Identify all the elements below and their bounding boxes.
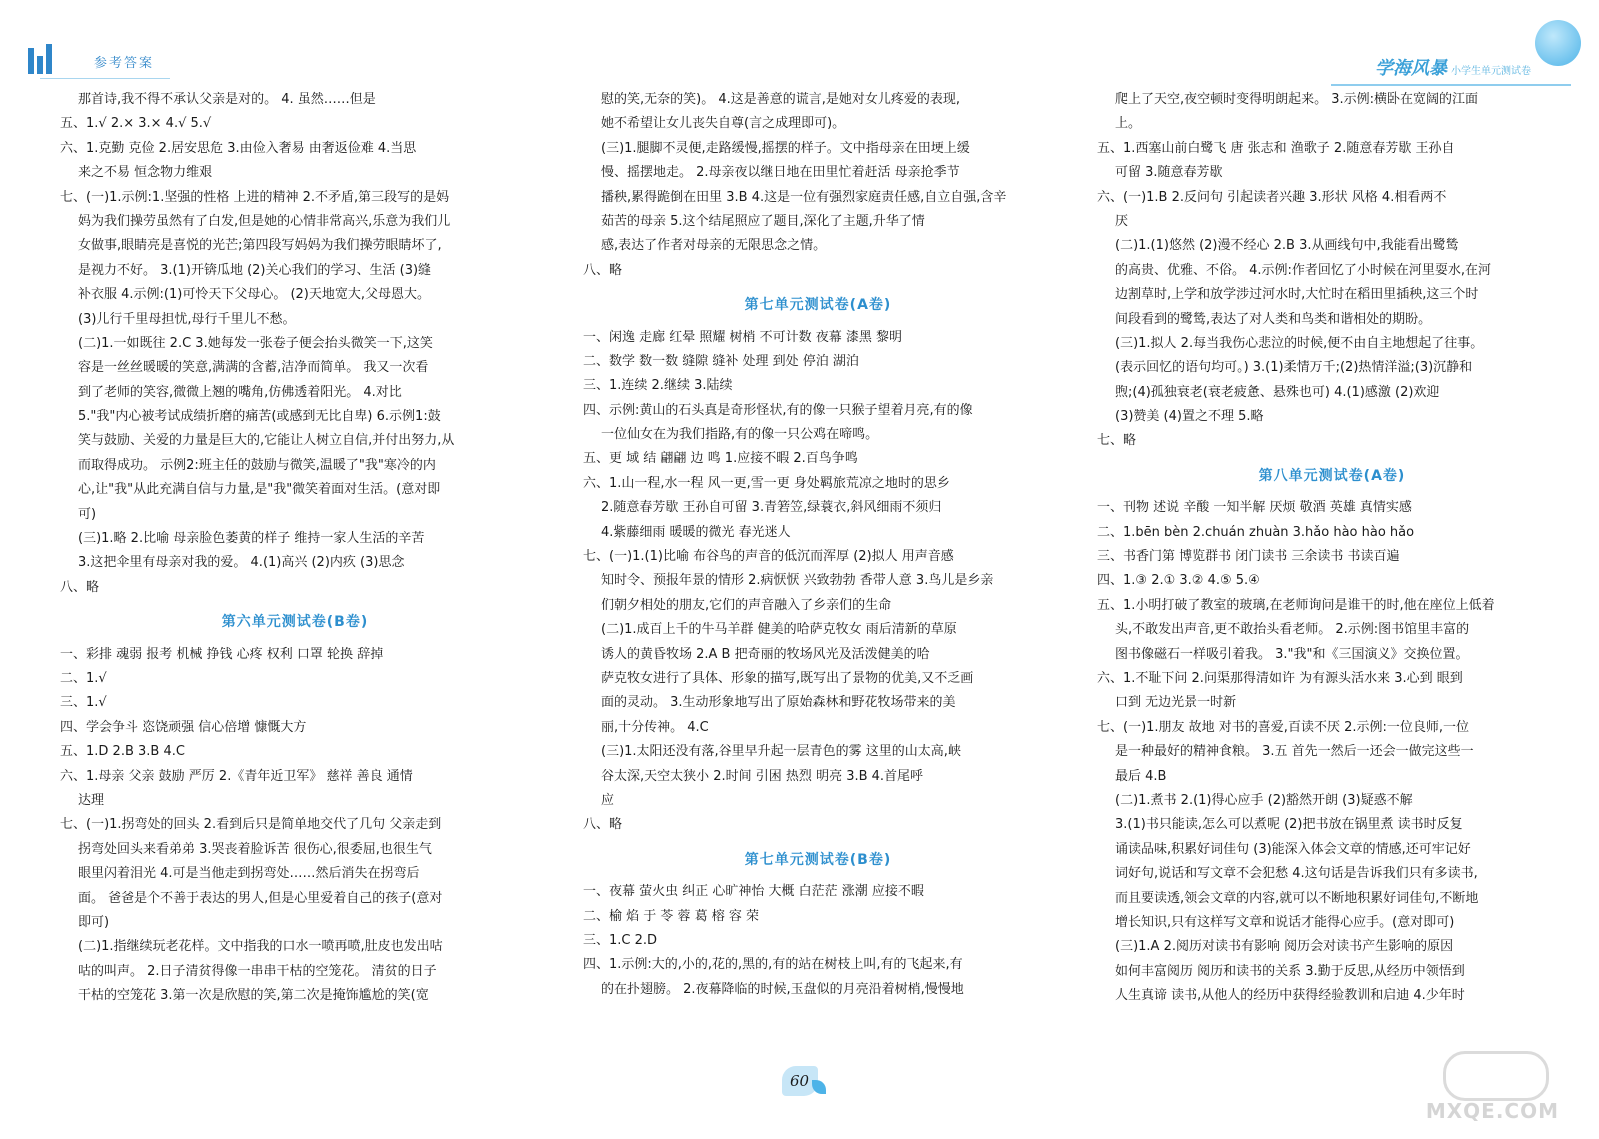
answer-line: 3.这把伞里有母亲对我的爱。 4.(1)高兴 (2)内疚 (3)思念 (78, 555, 405, 571)
answer-column-right (1097, 88, 1567, 1008)
answer-line: 边割草时,上学和放学涉过河水时,大忙时在稻田里插秧,这三个时 (1115, 287, 1479, 303)
answer-line: 丽,十分传神。 4.C (601, 719, 709, 735)
answer-line: 五、更 域 结 翩翩 边 鸣 1.应接不暇 2.百鸟争鸣 (583, 451, 858, 467)
answer-line: 二、数学 数一数 缝隙 缝补 处理 到处 停泊 湖泊 (583, 353, 859, 369)
answer-line: 四、示例:黄山的石头真是奇形怪状,有的像一只猴子望着月亮,有的像 (583, 402, 973, 418)
answer-line: 她不希望让女儿丧失自尊(言之成理即可)。 (601, 116, 846, 132)
answer-line: 最后 4.B (1115, 768, 1167, 784)
answer-line: 煦;(4)孤独衰老(衰老疲惫、悬殊也可) 4.(1)感激 (2)欢迎 (1115, 384, 1440, 400)
answer-line: 心,让"我"从此充满自信与力量,是"我"微笑着面对生活。(意对即 (78, 482, 441, 498)
answer-line: 补衣服 4.示例:(1)可怜天下父母心。 (2)天地宽大,父母恩大。 (78, 287, 431, 303)
answer-line: 知时令、预报年景的情形 2.病恹恹 兴致勃勃 香带人意 3.鸟儿是乡亲 (601, 573, 994, 589)
answer-line: 七、(一)1.(1)比喻 布谷鸟的声音的低沉而浑厚 (2)拟人 用声音感 (583, 549, 954, 565)
answer-line: (二)1.煮书 2.(1)得心应手 (2)豁然开朗 (3)疑惑不解 (1115, 792, 1413, 808)
answer-line: 一、刊物 述说 辛酸 一知半解 厌烦 敬酒 英雄 真情实感 (1097, 500, 1412, 516)
answer-line: 三、1.C 2.D (583, 932, 658, 948)
answer-line: (三)1.腿脚不灵便,走路缓慢,摇摆的样子。文中指母亲在田埂上缓 (601, 140, 970, 156)
answer-line: 头,不敢发出声音,更不敢抬头看老师。 2.示例:图书馆里丰富的 (1115, 622, 1470, 638)
answer-line: 词好句,说话和写文章不会犯愁 4.这句话是告诉我们只有多读书, (1115, 866, 1478, 882)
balloon-icon (1535, 20, 1581, 66)
section-title: 第七单元测试卷(A卷) (744, 297, 892, 314)
answer-line: 谷太深,天空太狭小 2.时间 引困 热烈 明亮 3.B 4.首尾呼 (601, 768, 924, 784)
answer-line: 六、1.母亲 父亲 鼓励 严厉 2.《青年近卫军》 慈祥 善良 通情 (60, 768, 413, 784)
section-title: 第七单元测试卷(B卷) (744, 851, 892, 868)
answer-line: 三、1.√ (60, 695, 107, 711)
answer-line: 感,表达了作者对母亲的无限思念之情。 (601, 238, 827, 254)
answer-line: (表示回忆的语句均可。) 3.(1)柔情万千;(2)热情洋溢;(3)沉静和 (1115, 360, 1473, 376)
answer-line: 六、1.克勤 克俭 2.居安思危 3.由俭入奢易 由奢返俭难 4.当思 (60, 140, 417, 156)
answer-line: 而且要读透,领会文章的内容,就可以不断地积累好词佳句,不断地 (1115, 890, 1479, 906)
answer-line: 咕的叫声。 2.日子清贫得像一串串干枯的空笼花。 清贫的日子 (78, 963, 437, 979)
answer-line: 笑与鼓励、关爱的力量是巨大的,它能让人树立自信,并付出努力,从 (78, 433, 455, 449)
header-rule-right (1331, 84, 1571, 86)
section-title: 第八单元测试卷(A卷) (1258, 467, 1406, 484)
answer-line: (三)1.拟人 2.每当我伤心悲泣的时候,便不由自主地想起了往事。 (1115, 335, 1484, 351)
header-right (1321, 20, 1581, 90)
header-subtitle: 小学生单元测试卷 (1451, 66, 1531, 77)
answer-line: 间段看到的鹭鸶,表达了对人类和鸟类和谐相处的期盼。 (1115, 311, 1432, 327)
answer-line: 七、(一)1.示例:1.坚强的性格 上进的精神 2.不矛盾,第三段写的是妈 (60, 189, 450, 205)
header-rule-left (40, 78, 170, 79)
answer-line: 来之不易 恒念物力维艰 (78, 165, 213, 181)
answer-line: 可留 3.随意春芳歇 (1115, 165, 1223, 181)
answer-line: 慰的笑,无奈的笑)。 4.这是善意的谎言,是她对女儿疼爱的表现, (601, 92, 961, 107)
answer-column-middle (583, 88, 1053, 1002)
answer-line: 口到 无边光景一时新 (1115, 695, 1237, 711)
answer-line: 诵读品味,积累好词佳句 (3)能深入体会文章的情感,还可牢记好 (1115, 841, 1471, 857)
answer-line: 面。 爸爸是个不善于表达的男人,但是心里爱着自己的孩子(意对 (78, 890, 443, 906)
answer-line: 二、榆 焰 于 苓 蓉 葛 榕 容 荣 (583, 908, 760, 924)
answer-line: 应 (601, 792, 615, 808)
answer-line: 五、1.西塞山前白鹭飞 唐 张志和 渔歌子 2.随意春芳歇 王孙自 (1097, 140, 1455, 156)
answer-line: 七、(一)1.朋友 故地 对书的喜爱,百读不厌 2.示例:一位良师,一位 (1097, 719, 1469, 735)
answer-line: 达理 (78, 792, 105, 808)
answer-line: 人生真谛 读书,从他人的经历中获得经验教训和启迪 4.少年时 (1115, 988, 1465, 1004)
answer-line: 一、彩排 魂弱 报考 机械 挣钱 心疼 权利 口罩 轮换 辞掉 (60, 646, 384, 662)
answer-line: 四、1.③ 2.① 3.② 4.⑤ 5.④ (1097, 573, 1260, 589)
answer-line: (3)儿行千里母担忧,母行千里儿不愁。 (78, 311, 296, 327)
page-number: 60 (790, 1072, 810, 1090)
header-label: 参考答案 (94, 56, 155, 71)
answer-line: 面的灵动。 3.生动形象地写出了原始森林和野花牧场带来的美 (601, 695, 956, 711)
answer-line: 一、夜幕 萤火虫 纠正 心旷神怡 大概 白茫茫 涨潮 应接不暇 (583, 884, 924, 900)
answer-line: 而取得成功。 示例2:班主任的鼓励与微笑,温暖了"我"寒冷的内 (78, 457, 436, 473)
answer-line: 2.随意春芳歇 王孙自可留 3.青箬笠,绿蓑衣,斜风细雨不须归 (601, 500, 942, 516)
answer-line: 即可) (78, 914, 110, 930)
answer-line: 妈为我们操劳虽然有了白发,但是她的心情非常高兴,乐意为我们儿 (78, 213, 451, 229)
answer-line: 二、1.bēn bèn 2.chuán zhuàn 3.hǎo hào hào hǎo (1097, 524, 1415, 540)
answer-line: 4.紫藤细雨 暖暖的微光 春光迷人 (601, 524, 791, 540)
answer-line: 女做事,眼睛亮是喜悦的光芒;第四段写妈妈为我们操劳眼睛坏了, (78, 238, 442, 254)
answer-line: 五、1.小明打破了教室的玻璃,在老师询问是谁干的时,他在座位上低着 (1097, 597, 1495, 613)
answer-line: 上。 (1115, 116, 1142, 132)
answer-line: 萨克牧女进行了具体、形象的描写,既写出了景物的优美,又不乏画 (601, 670, 974, 686)
section-title: 第六单元测试卷(B卷) (221, 614, 369, 631)
answer-line: (二)1.指继续玩老花样。文中指我的口水一喷再喷,肚皮也发出咕 (78, 939, 443, 955)
answer-column-left (60, 88, 530, 1008)
answer-line: (二)1.(1)悠然 (2)漫不经心 2.B 3.从画线句中,我能看出鹭鸶 (1115, 238, 1459, 254)
answer-line: 一、闲逸 走廊 红晕 照耀 树梢 不可计数 夜幕 漆黑 黎明 (583, 329, 903, 345)
answer-line: 诱人的黄昏牧场 2.A B 把奇丽的牧场风光及活泼健美的哈 (601, 646, 930, 662)
watermark-badge-icon (1443, 1051, 1549, 1101)
answer-line: 干枯的空笼花 3.第一次是欣慰的笑,第二次是掩饰尴尬的笑(宽 (78, 988, 429, 1004)
answer-line: (二)1.一如既往 2.C 3.她每发一张卷子便会抬头微笑一下,这笑 (78, 335, 433, 351)
answer-line: (二)1.成百上千的牛马羊群 健美的哈萨克牧女 雨后清新的草原 (601, 622, 957, 638)
watermark-text: MXQE.COM (1425, 1099, 1559, 1123)
answer-line: 是一种最好的精神食粮。 3.五 首先一然后一还会一做完这些一 (1115, 744, 1474, 760)
answer-line: 七、(一)1.拐弯处的回头 2.看到后只是简单地交代了几句 父亲走到 (60, 817, 442, 833)
header-left (28, 34, 188, 84)
answer-line: 播秧,累得跪倒在田里 3.B 4.这是一位有强烈家庭责任感,自立自强,含辛 (601, 189, 1007, 205)
page-number-badge (782, 1066, 822, 1100)
answer-line: 四、1.示例:大的,小的,花的,黑的,有的站在树枝上叫,有的飞起来,有 (583, 957, 963, 973)
answer-line: 六、1.不耻下问 2.问渠那得清如许 为有源头活水来 3.心到 眼到 (1097, 670, 1463, 686)
answer-line: 八、略 (60, 579, 100, 595)
answer-line: 六、(一)1.B 2.反问句 引起读者兴趣 3.形状 风格 4.相看两不 (1097, 189, 1447, 205)
answer-line: 到了老师的笑容,微微上翘的嘴角,仿佛透着阳光。 4.对比 (78, 384, 402, 400)
answer-line: 5."我"内心被考试成绩折磨的痛苦(或感到无比自卑) 6.示例1:鼓 (78, 409, 441, 425)
answer-line: 八、略 (583, 817, 623, 833)
answer-line: 拐弯处回头来看弟弟 3.哭丧着脸诉苦 很伤心,很委屈,也很生气 (78, 841, 432, 857)
answer-line: 的高贵、优雅、不俗。 4.示例:作者回忆了小时候在河里耍水,在河 (1115, 262, 1492, 278)
answer-line: (三)1.略 2.比喻 母亲脸色萎黄的样子 维持一家人生活的辛苦 (78, 531, 425, 547)
answer-line: 七、略 (1097, 433, 1137, 449)
header-title-text: 学海风暴 (1375, 58, 1447, 79)
logo-icon (28, 44, 55, 74)
answer-line: 如何丰富阅历 阅历和读书的关系 3.勤于反思,从经历中领悟到 (1115, 963, 1465, 979)
answer-line: 厌 (1115, 213, 1129, 229)
answer-line: 可) (78, 506, 97, 522)
answer-line: 是视力不好。 3.(1)开锛瓜地 (2)关心我们的学习、生活 (3)缝 (78, 262, 432, 278)
header-title (1375, 54, 1531, 80)
answer-line: 容是一丝丝暖暖的笑意,满满的含蓄,洁净而简单。 我又一次看 (78, 360, 429, 376)
answer-line: 图书像磁石一样吸引着我。 3."我"和《三国演义》交换位置。 (1115, 646, 1469, 662)
answer-line: 六、1.山一程,水一程 风一更,雪一更 身处羁旅荒凉之地时的思乡 (583, 475, 950, 491)
answer-line: 二、1.√ (60, 670, 107, 686)
watermark (1425, 1051, 1559, 1123)
answer-line: 一位仙女在为我们指路,有的像一只公鸡在啼鸣。 (601, 427, 879, 443)
answer-line: 三、书香门第 博览群书 闭门读书 三余读书 书读百遍 (1097, 549, 1400, 565)
answer-line: 3.(1)书只能读,怎么可以煮呢 (2)把书放在锅里煮 读书时反复 (1115, 817, 1463, 833)
answer-line: 五、1.D 2.B 3.B 4.C (60, 744, 185, 760)
answer-line: 慢、摇摆地走。 2.母亲夜以继日地在田里忙着赶活 母亲抢季节 (601, 165, 960, 181)
answer-line: 爬上了天空,夜空顿时变得明朗起来。 3.示例:横卧在宽阔的江面 (1115, 92, 1479, 107)
answer-line: 三、1.连续 2.继续 3.陆续 (583, 378, 733, 394)
answer-line: 四、学会争斗 恣饶顽强 信心倍增 慷慨大方 (60, 719, 307, 735)
answer-line: 五、1.√ 2.× 3.× 4.√ 5.√ (60, 116, 212, 132)
answer-line: 八、略 (583, 262, 623, 278)
answer-line: 增长知识,只有这样写文章和说话才能得心应手。(意对即可) (1115, 914, 1455, 930)
answer-line: 那首诗,我不得不承认父亲是对的。 4. 虽然……但是 (78, 92, 376, 107)
answer-line: 的在扑翅膀。 2.夜幕降临的时候,玉盘似的月亮沿着树梢,慢慢地 (601, 981, 964, 997)
answer-line: (三)1.太阳还没有落,谷里早升起一层青色的雾 这里的山太高,峡 (601, 744, 961, 760)
leaf-icon (812, 1080, 826, 1094)
answer-line: 茹苦的母亲 5.这个结尾照应了题目,深化了主题,升华了情 (601, 213, 925, 229)
answer-line: (3)赞美 (4)置之不理 5.略 (1115, 409, 1264, 425)
answer-line: 们朝夕相处的朋友,它们的声音融入了乡亲们的生命 (601, 597, 892, 613)
answer-line: (三)1.A 2.阅历对读书有影响 阅历会对读书产生影响的原因 (1115, 939, 1454, 955)
answer-line: 眼里闪着泪光 4.可是当他走到拐弯处……然后消失在拐弯后 (78, 866, 420, 882)
